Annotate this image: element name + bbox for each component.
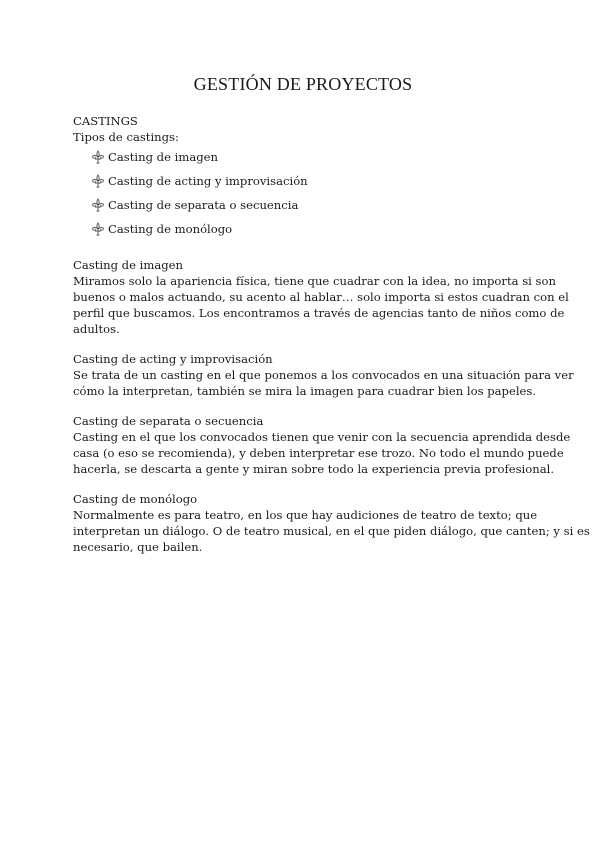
document-body: [73, 113, 590, 555]
paragraph-line: casa (o eso se recomienda), y deben interpretar ese trozo. No todo el mundo puede: [73, 446, 564, 460]
paragraph-line: cómo la interpretan, también se mira la imagen para cuadrar bien los papeles.: [73, 384, 537, 398]
section-paragraph: [73, 507, 590, 555]
section-heading: Casting de acting y improvisación: [73, 352, 273, 366]
fleur-de-lis-icon: [91, 174, 105, 188]
section-paragraph: [73, 273, 569, 337]
section-casting-acting: [73, 351, 574, 399]
paragraph-line: Normalmente es para teatro, en los que hay audiciones de teatro de texto; que: [73, 508, 538, 522]
section-heading: Casting de monólogo: [73, 492, 198, 506]
castings-type-list: [73, 149, 533, 245]
section-paragraph: [73, 367, 574, 399]
section-heading: Casting de separata o secuencia: [73, 414, 264, 428]
paragraph-line: hacerla, se descarta a gente y miran sobre todo la experiencia previa profesional.: [73, 462, 555, 476]
page-title: GESTIÓN DE PROYECTOS: [193, 74, 413, 94]
section-paragraph: [73, 429, 571, 477]
paragraph-line: interpretan un diálogo. O de teatro musical, en el que piden diálogo, que canten; y si es: [73, 524, 590, 538]
paragraph-line: Se trata de un casting en el que ponemos a los convocados en una situación para ver: [73, 368, 574, 382]
list-item-label: Casting de imagen: [108, 150, 219, 164]
paragraph-line: buenos o malos actuando, su acento al hablar… solo importa si estos cuadran con el: [73, 290, 569, 304]
section-heading-castings: CASTINGS: [73, 114, 138, 128]
section-casting-monologo: [73, 491, 590, 555]
section-heading: Casting de imagen: [73, 258, 184, 272]
fleur-de-lis-icon: [91, 198, 105, 212]
list-item: [73, 221, 533, 245]
list-item-label: Casting de separata o secuencia: [108, 198, 299, 212]
list-item: [73, 197, 533, 221]
fleur-de-lis-icon: [91, 150, 105, 164]
paragraph-line: perfil que buscamos. Los encontramos a través de agencias tanto de niños como de: [73, 306, 565, 320]
intro-text: Tipos de castings:: [73, 130, 179, 144]
list-item-label: Casting de monólogo: [108, 222, 233, 236]
list-item: [73, 173, 533, 197]
fleur-de-lis-icon: [91, 222, 105, 236]
section-casting-imagen: [73, 257, 569, 337]
paragraph-line: necesario, que bailen.: [73, 540, 203, 554]
section-casting-separata: [73, 413, 571, 477]
paragraph-line: adultos.: [73, 322, 120, 336]
paragraph-line: Casting en el que los convocados tienen que venir con la secuencia aprendida desde: [73, 430, 571, 444]
list-item-label: Casting de acting y improvisación: [108, 174, 308, 188]
paragraph-line: Miramos solo la apariencia física, tiene que cuadrar con la idea, no importa si son: [73, 274, 556, 288]
list-item: [73, 149, 533, 173]
